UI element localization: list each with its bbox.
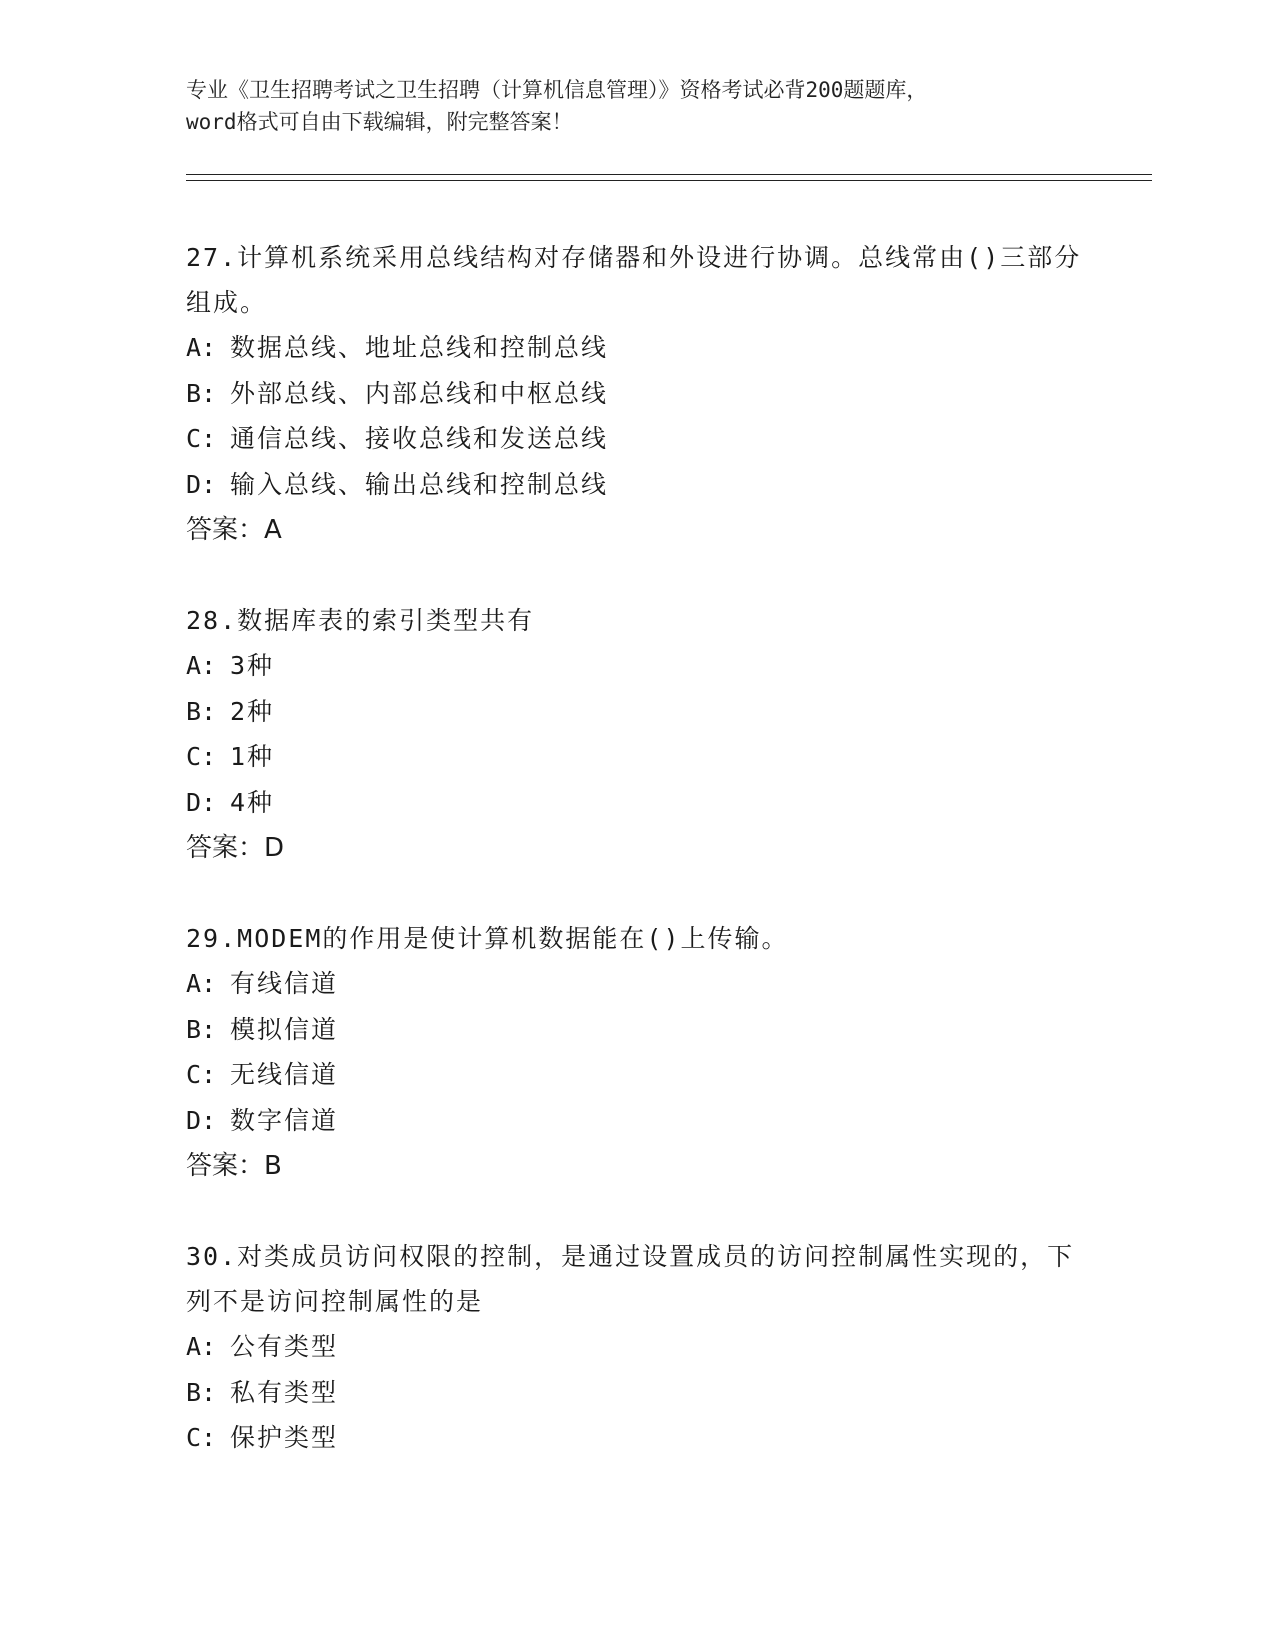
option-d: [186, 780, 1086, 826]
option-b: [186, 689, 1086, 735]
option-letter: C:: [186, 1060, 217, 1089]
option-letter: B:: [186, 696, 217, 726]
option-text: 3种: [230, 651, 275, 680]
option-text: 数据总线、地址总线和控制总线: [230, 333, 609, 362]
option-text: 数字信道: [230, 1105, 339, 1135]
option-a: [186, 1324, 1086, 1370]
answer-line: 答案：B: [186, 1151, 282, 1181]
option-d: [186, 462, 1086, 508]
question-list: [186, 235, 1086, 1506]
option-letter: A:: [186, 333, 217, 362]
option-c: [186, 1052, 1086, 1098]
option-text: 通信总线、接收总线和发送总线: [230, 424, 609, 453]
question-text: 30.对类成员访问权限的控制，是通过设置成员的访问控制属性实现的，下列不是访问控制属性的是: [186, 1242, 1075, 1316]
answer-line: 答案：A: [186, 515, 282, 545]
option-letter: A:: [186, 969, 217, 998]
option-text: 私有类型: [230, 1377, 339, 1407]
option-text: 1种: [230, 742, 275, 771]
option-a: [186, 643, 1086, 689]
question-text: 28.数据库表的索引类型共有: [186, 606, 535, 635]
header-title-line-1: 专业《卫生招聘考试之卫生招聘（计算机信息管理）》资格考试必背200题题库，: [186, 78, 928, 102]
option-a: [186, 325, 1086, 371]
option-letter: A:: [186, 651, 217, 680]
option-letter: C:: [186, 424, 217, 453]
option-letter: B:: [186, 1377, 217, 1407]
option-c: [186, 1415, 1086, 1461]
option-text: 外部总线、内部总线和中枢总线: [230, 378, 609, 408]
option-letter: A:: [186, 1332, 217, 1361]
answer-line: 答案：D: [186, 833, 285, 863]
question-27: [186, 235, 1086, 553]
option-b: [186, 1007, 1086, 1053]
question-29: [186, 916, 1086, 1189]
question-text: 27.计算机系统采用总线结构对存储器和外设进行协调。总线常由()三部分组成。: [186, 243, 1082, 317]
document-header: [186, 74, 1086, 138]
option-b: [186, 1370, 1086, 1416]
option-d: [186, 1098, 1086, 1144]
header-title-line-2: word格式可自由下载编辑，附完整答案！: [186, 110, 573, 134]
option-letter: D:: [186, 787, 217, 817]
option-c: [186, 416, 1086, 462]
option-text: 保护类型: [230, 1423, 339, 1452]
option-letter: D:: [186, 469, 217, 499]
question-28: [186, 598, 1086, 871]
option-text: 4种: [230, 787, 275, 817]
option-letter: C:: [186, 742, 217, 771]
option-letter: C:: [186, 1423, 217, 1452]
option-b: [186, 371, 1086, 417]
option-a: [186, 961, 1086, 1007]
option-text: 无线信道: [230, 1060, 339, 1089]
option-text: 公有类型: [230, 1332, 339, 1361]
question-30: [186, 1234, 1086, 1461]
option-letter: B:: [186, 1014, 217, 1044]
option-c: [186, 734, 1086, 780]
question-text: 29.MODEM的作用是使计算机数据能在()上传输。: [186, 924, 789, 953]
option-text: 模拟信道: [230, 1014, 339, 1044]
option-text: 2种: [230, 696, 275, 726]
option-letter: B:: [186, 378, 217, 408]
header-divider-top: [186, 174, 1152, 175]
option-text: 输入总线、输出总线和控制总线: [230, 469, 609, 499]
header-divider-bottom: [186, 180, 1152, 181]
option-letter: D:: [186, 1105, 217, 1135]
option-text: 有线信道: [230, 969, 339, 998]
